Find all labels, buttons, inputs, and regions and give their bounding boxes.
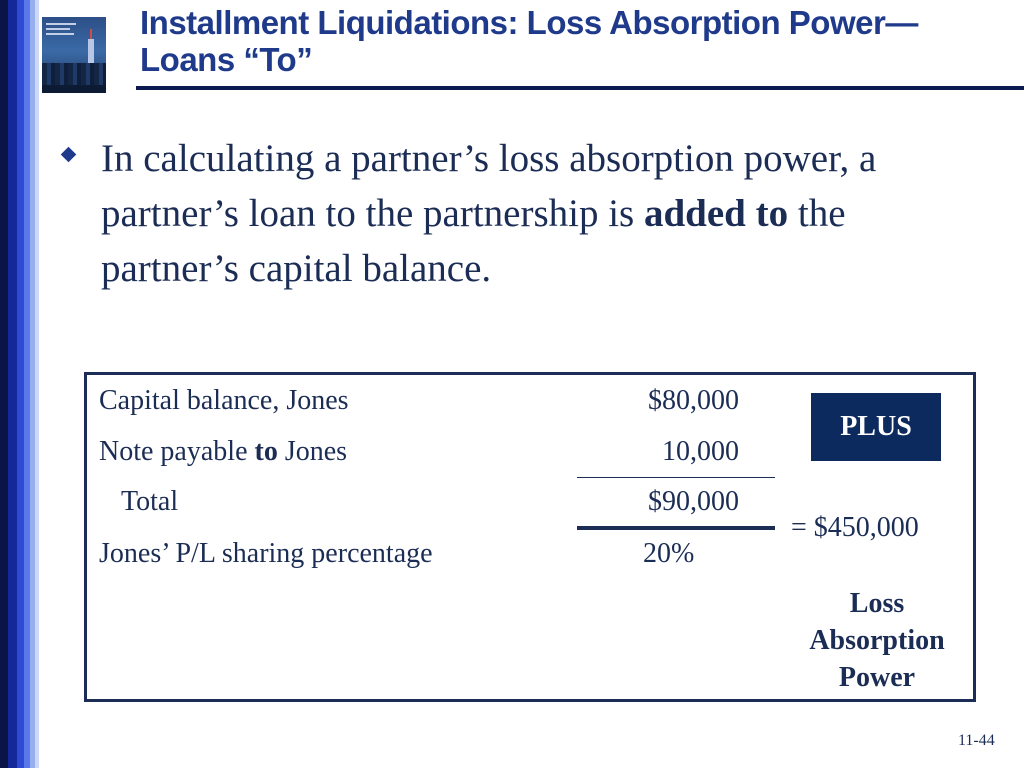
subtotal-rule: [577, 477, 775, 478]
row-note-label-pre: Note payable: [99, 436, 255, 467]
result-value: = $450,000: [791, 512, 919, 543]
total-rule: [577, 526, 775, 530]
result-caption-line3: Power: [838, 662, 916, 693]
result-caption: [777, 585, 977, 696]
row-note-label-bold: to: [254, 436, 278, 467]
page-number: 11-44: [958, 732, 995, 749]
row-note-label: [99, 436, 347, 468]
row-total-value: $90,000: [648, 486, 739, 517]
row-total-label: Total: [121, 486, 179, 517]
bullet-text-part2: the partner’s capital balance.: [101, 192, 846, 290]
row-percentage-label: Jones’ P/L sharing percentage: [99, 538, 433, 569]
diamond-bullet-icon: [61, 147, 77, 163]
result-caption-line1: Loss: [849, 588, 905, 619]
calculation-panel: [84, 372, 976, 702]
left-stripe-6: [35, 0, 39, 768]
bullet-text: [101, 131, 981, 296]
bullet-text-part1: In calculating a partner’s loss absorption power, a partner’s loan to the partnership is: [101, 137, 877, 235]
slide-title: [140, 4, 1020, 78]
left-stripe-1: [0, 0, 8, 768]
left-stripe-3: [17, 0, 24, 768]
result-caption-line2: Absorption: [809, 625, 945, 656]
slide-title-line2: Loans “To”: [140, 41, 313, 78]
title-divider: [136, 86, 1024, 90]
plus-badge: PLUS: [811, 393, 941, 461]
slide-title-line1: Installment Liquidations: Loss Absorption Power—: [140, 4, 918, 41]
row-note-label-post: Jones: [277, 436, 348, 467]
row-capital-value: $80,000: [648, 385, 739, 416]
row-capital-label: Capital balance, Jones: [99, 385, 349, 416]
row-note-value: 10,000: [662, 436, 739, 467]
row-percentage-value: 20%: [643, 538, 695, 569]
bullet-text-bold: added to: [643, 192, 789, 235]
book-cover-image: [42, 17, 106, 93]
left-stripe-2: [8, 0, 17, 768]
